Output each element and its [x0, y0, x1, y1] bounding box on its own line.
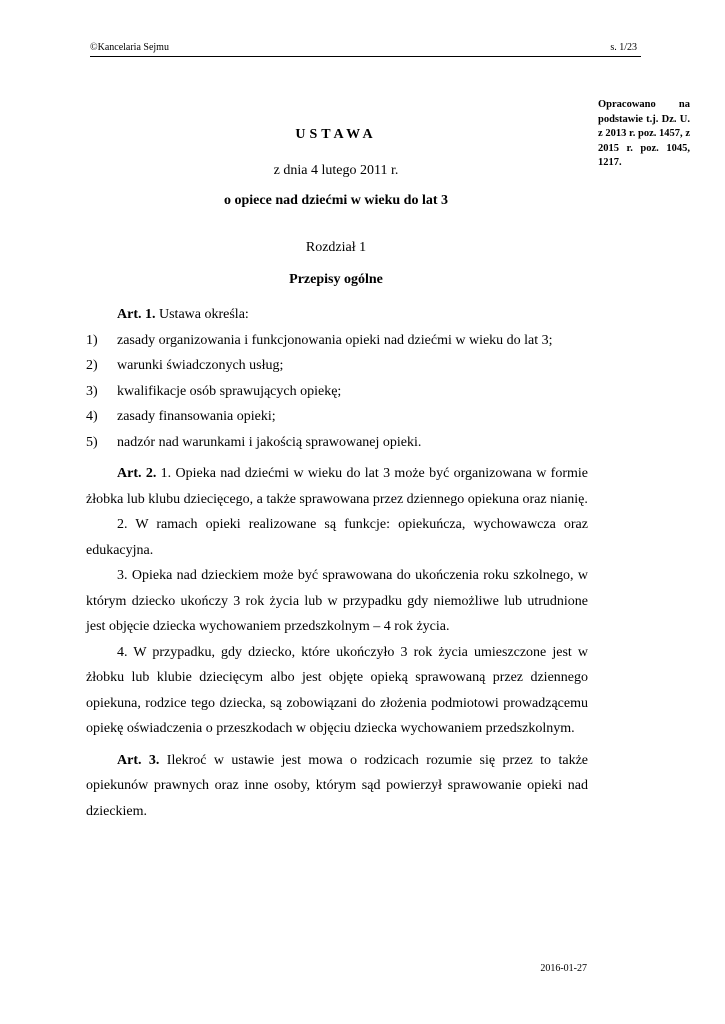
source-note: Opracowano na podstawie t.j. Dz. U. z 2013 r. poz. 1457, z 2015 r. poz. 1045, 1217. — [598, 99, 690, 168]
list-text: nadzór nad warunkami i jakością sprawowanej opieki. — [117, 434, 422, 450]
document-date-footer: 2016-01-27 — [540, 963, 587, 974]
document-date: z dnia 4 lutego 2011 r. — [273, 163, 399, 178]
article-2-paragraph-1 — [86, 461, 588, 512]
page-number: s. 1/23 — [610, 42, 637, 53]
article-2-paragraph-3: 3. Opieka nad dzieckiem może być sprawowana do ukończenia roku szkolnego, w którym dziecko ukończy 3 rok życia lub w przypadku gdy niemożliwe lub utrudnione jest objęcie dziecka wychowaniem przedszkolnym – 4 rok życia. — [86, 568, 588, 634]
list-item — [86, 404, 588, 430]
page-header — [90, 42, 641, 57]
article-1-intro — [86, 302, 588, 328]
document-body — [86, 302, 588, 824]
list-number: 5) — [86, 434, 98, 450]
publisher-label: ©Kancelaria Sejmu — [90, 42, 169, 53]
list-number: 1) — [86, 332, 98, 348]
list-text: kwalifikacje osób sprawujących opiekę; — [117, 383, 342, 399]
article-1-text: Ustawa określa: — [155, 307, 249, 322]
article-3-label: Art. 3. — [117, 752, 160, 768]
list-item — [86, 379, 588, 405]
document-title: USTAWA — [295, 127, 377, 142]
article-2-paragraph-2: 2. W ramach opieki realizowane są funkcje: opiekuńcza, wychowawcza oraz edukacyjna. — [86, 517, 588, 558]
list-number: 4) — [86, 409, 98, 424]
document-subject: o opiece nad dziećmi w wieku do lat 3 — [224, 193, 448, 208]
list-text: warunki świadczonych usług; — [117, 358, 284, 373]
chapter-number: Rozdział 1 — [305, 240, 367, 255]
list-item — [86, 430, 588, 456]
list-item — [86, 353, 588, 379]
article-3-text: Ilekroć w ustawie jest mowa o rodzicach rozumie się przez to także opiekunów prawnych oraz inne osoby, którym sąd powierzył sprawowanie opieki nad dzieckiem. — [86, 752, 588, 819]
list-text: zasady organizowania i funkcjonowania opieki nad dziećmi w wieku do lat 3; — [117, 332, 553, 348]
article-2-text: 1. Opieka nad dziećmi w wieku do lat 3 może być organizowana w formie żłobka lub klubu dziecięcego, a także sprawowana przez dziennego opiekuna oraz nianię. — [86, 466, 588, 507]
list-item — [86, 328, 588, 354]
list-number: 2) — [86, 358, 98, 373]
article-3-paragraph — [86, 748, 588, 825]
article-2-label: Art. 2. — [117, 466, 157, 481]
article-2-paragraph-4: 4. W przypadku, gdy dziecko, które ukończyło 3 rok życia umieszczone jest w żłobku lub klubie dziecięcym albo jest objęte opieką sprawowaną przez dziennego opiekuna, rodzice tego dziecka, są zobowiązani do złożenia podmiotowi prowadzącemu opiekę oświadczenia o przeszkodach w objęciu dziecka wychowaniem przedszkolnym. — [86, 644, 588, 736]
list-text: zasady finansowania opieki; — [117, 409, 276, 424]
article-1-label: Art. 1. — [117, 307, 156, 322]
chapter-title: Przepisy ogólne — [289, 272, 383, 287]
list-number: 3) — [86, 383, 98, 399]
